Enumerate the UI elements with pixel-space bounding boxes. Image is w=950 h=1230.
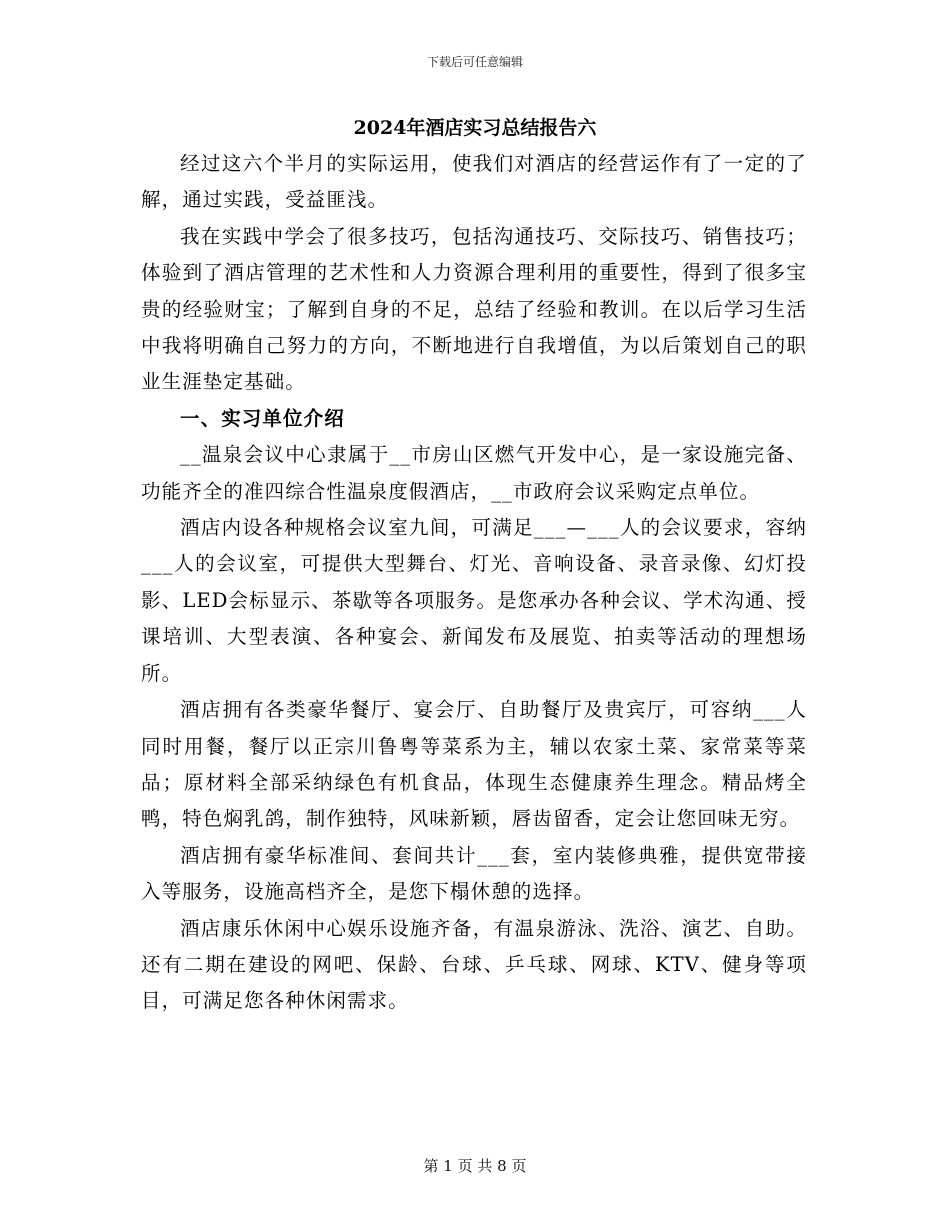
paragraph-meeting-rooms: 酒店内设各种规格会议室九间，可满足___—___人的会议要求，容纳___人的会议室，可提供大型舞台、灯光、音响设备、录音录像、幻灯投影、LED会标显示、茶歇等各项服务。是您承办各种会议、学术沟通、授课培训、大型表演、各种宴会、新闻发布及展览、拍卖等活动的理想场所。: [141, 516, 807, 685]
paragraph-intro: 经过这六个半月的实际运用，使我们对酒店的经营运作有了一定的了解，通过实践，受益匪浅。: [141, 152, 807, 212]
document-title: 2024年酒店实习总结报告六: [353, 117, 597, 139]
page-header-note: 下载后可任意编辑: [426, 55, 523, 69]
document-body: [141, 146, 807, 1020]
paragraph-restaurants: 酒店拥有各类豪华餐厅、宴会厅、自助餐厅及贵宾厅，可容纳___人同时用餐，餐厅以正宗川鲁粤等菜系为主，辅以农家土菜、家常菜等菜品；原材料全部采纳绿色有机食品，体现生态健康养生理念。精品烤全鸭，特色焖乳鸽，制作独特，风味新颖，唇齿留香，定会让您回味无穷。: [141, 698, 807, 831]
paragraph-skills: 我在实践中学会了很多技巧，包括沟通技巧、交际技巧、销售技巧；体验到了酒店管理的艺术性和人力资源合理利用的重要性，得到了很多宝贵的经验财宝；了解到自身的不足，总结了经验和教训。在以后学习生活中我将明确自己努力的方向，不断地进行自我增值，为以后策划自己的职业生涯垫定基础。: [141, 224, 807, 394]
paragraph-hotel-overview: __温泉会议中心隶属于__市房山区燃气开发中心，是一家设施完备、功能齐全的准四综合性温泉度假酒店，__市政府会议采购定点单位。: [141, 443, 807, 503]
paragraph-guest-rooms: 酒店拥有豪华标准间、套间共计___套，室内装修典雅，提供宽带接入等服务，设施高档齐全，是您下榻休憩的选择。: [141, 843, 807, 904]
paragraph-recreation: 酒店康乐休闲中心娱乐设施齐备，有温泉游泳、洗浴、演艺、自助。还有二期在建设的网吧、保龄、台球、乒乓球、网球、KTV、健身等项目，可满足您各种休闲需求。: [141, 916, 807, 1013]
section-heading-unit-intro: 一、实习单位介绍: [180, 406, 345, 430]
page-number-footer: 第 1 页 共 8 页: [423, 1157, 527, 1175]
